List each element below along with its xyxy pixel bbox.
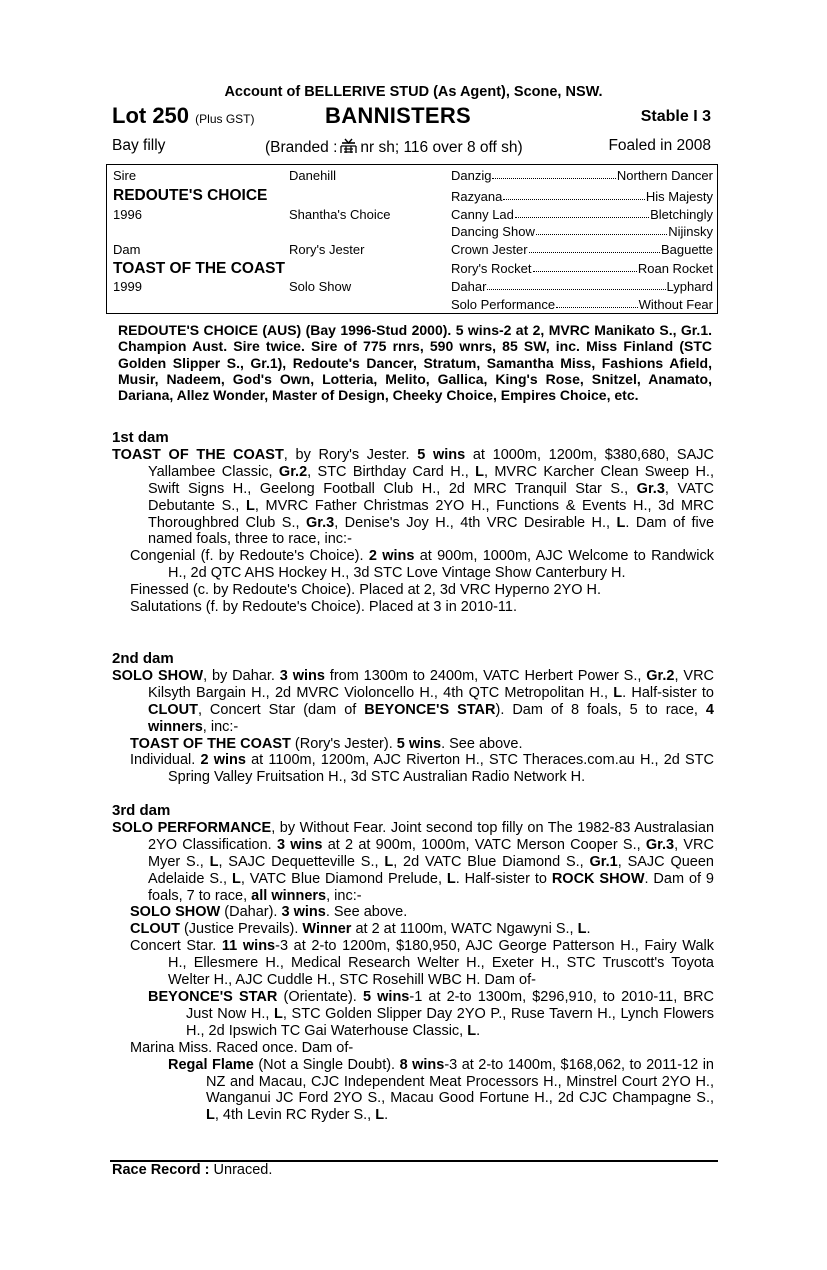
grandparent-left: Razyana bbox=[451, 189, 503, 204]
dam-year: 1999 bbox=[113, 279, 142, 294]
horse-name: BANNISTERS bbox=[325, 103, 472, 128]
stud-brand-icon bbox=[339, 137, 358, 155]
dam-name: TOAST OF THE COAST bbox=[113, 260, 285, 277]
grandparent-left: Canny Lad bbox=[451, 207, 514, 222]
progeny-entry: Marina Miss. Raced once. Dam of- bbox=[130, 1039, 354, 1056]
branded-prefix: (Branded : bbox=[265, 139, 338, 156]
grandparent-row bbox=[451, 189, 713, 204]
lot-number bbox=[112, 103, 255, 129]
progeny-entry: Congenial (f. by Redoute's Choice). 2 wins at 900m, 1000m, AJC Welcome to Randwick H., 2d QTC AHS Hockey H., 3d STC Love Vintage Show Canterbury H. bbox=[130, 548, 714, 582]
grandparent-row bbox=[451, 207, 713, 222]
grandparent-right: His Majesty bbox=[645, 189, 713, 204]
grandparent-left: Rory's Rocket bbox=[451, 261, 532, 276]
grandparent-left: Dahar bbox=[451, 279, 487, 294]
progeny-entry: CLOUT (Justice Prevails). Winner at 2 at 1100m, WATC Ngawyni S., L. bbox=[130, 921, 591, 938]
sire-dam: Shantha's Choice bbox=[289, 207, 391, 222]
grandparent-right: Lyphard bbox=[666, 279, 713, 294]
grandparent-right: Northern Dancer bbox=[616, 168, 713, 183]
grandparent-row bbox=[451, 224, 713, 239]
race-record-label: Race Record : bbox=[112, 1162, 210, 1178]
gst-note: (Plus GST) bbox=[195, 112, 255, 126]
progeny-entry: SOLO SHOW (Dahar). 3 wins. See above. bbox=[130, 904, 408, 921]
sire-summary: REDOUTE'S CHOICE (AUS) (Bay 1996-Stud 2000). 5 wins-2 at 2, MVRC Manikato S., Gr.1. Champion Aust. Sire twice. Sire of 775 rnrs, 590 wnrs, 85 SW, inc. Miss Finland (STC Golden Slipper S., Gr.1), Redoute's Dancer, Stratum, Samantha Miss, Fashions Afield, Musir, Nadeem, God's Own, Lotteria, Melito, Gallica, King's Rose, Snitzel, Anamato, Dariana, Allez Wonder, Master of Design, Cheeky Choice, Empires Choice, etc. bbox=[118, 322, 712, 404]
sire-name: REDOUTE'S CHOICE bbox=[113, 187, 268, 204]
second-dam-entry: SOLO SHOW, by Dahar. 3 wins from 1300m to 2400m, VATC Herbert Power S., Gr.2, VRC Kilsyth Bargain H., 2d MVRC Violoncello H., 4th QTC Metropolitan H., L. Half-sister to CLOUT, Concert Star (dam of BEYONCE'S STAR). Dam of 8 foals, 5 to race, 4 winners, inc:- bbox=[112, 667, 715, 735]
sex-colour: Bay filly bbox=[112, 137, 166, 154]
grandparent-row bbox=[451, 242, 713, 257]
sire-sire: Danehill bbox=[289, 168, 336, 183]
dam-dam: Solo Show bbox=[289, 279, 352, 294]
first-dam-entry: TOAST OF THE COAST, by Rory's Jester. 5 wins at 1000m, 1200m, $380,680, SAJC Yallambee Classic, Gr.2, STC Birthday Card H., L, MVRC Karcher Clean Sweep H., Swift Signs H., Geelong Football Club H., 2d MRC Tranquil Star S., Gr.3, VATC Debutante S., L, MVRC Father Christmas 2YO H., Functions & Events H., 3d MRC Thoroughbred Club S., Gr.3, Denise's Joy H., 4th VRC Desirable H., L. Dam of five named foals, three to race, inc:- bbox=[112, 446, 715, 548]
progeny-entry: Salutations (f. by Redoute's Choice). Placed at 3 in 2010-11. bbox=[130, 599, 517, 616]
foaling-year: Foaled in 2008 bbox=[608, 137, 711, 154]
grandparent-left: Dancing Show bbox=[451, 224, 535, 239]
grandparent-left: Solo Performance bbox=[451, 297, 556, 312]
branded-suffix: nr sh; 116 over 8 off sh) bbox=[360, 139, 523, 156]
grand-progeny-entry: BEYONCE'S STAR (Orientate). 5 wins-1 at 2-to 1300m, $296,910, to 2010-11, BRC Just Now H., L, STC Golden Slipper Day 2YO P., Ruse Tavern H., Lynch Flowers H., 2d Ipswich TC Gai Waterhouse Classic, L. bbox=[148, 988, 714, 1039]
grand-progeny-entry: Regal Flame (Not a Single Doubt). 8 wins-3 at 2-to 1400m, $168,062, to 2011-12 in NZ and Macau, CJC Independent Meat Processors H., Minstrel Court 2YO H., Wanganui JC Ford 2YO S., Macau Good Fortune H., 2d CJC Champagne S., L, 4th Levin RC Ryder S., L. bbox=[168, 1056, 714, 1124]
second-dam-heading: 2nd dam bbox=[112, 650, 174, 667]
second-dam-section bbox=[112, 651, 714, 786]
progeny-entry: Finessed (c. by Redoute's Choice). Placed at 2, 3d VRC Hyperno 2YO H. bbox=[130, 582, 602, 599]
pedigree-table bbox=[106, 164, 718, 314]
grandparent-right: Baguette bbox=[660, 242, 713, 257]
first-dam-heading: 1st dam bbox=[112, 429, 169, 446]
lot-label: Lot 250 bbox=[112, 103, 190, 128]
third-dam-entry: SOLO PERFORMANCE, by Without Fear. Joint second top filly on The 1982-83 Australasian 2YO Classification. 3 wins at 2 at 900m, 1000m, VATC Merson Cooper S., Gr.3, VRC Myer S., L, SAJC Dequetteville S., L, 2d VATC Blue Diamond S., Gr.1, SAJC Queen Adelaide S., L, VATC Blue Diamond Prelude, L. Half-sister to ROCK SHOW. Dam of 9 foals, 7 to race, all winners, inc:- bbox=[112, 819, 715, 904]
grandparent-row bbox=[451, 168, 713, 183]
third-dam-section bbox=[112, 803, 714, 1124]
sire-label: Sire bbox=[113, 168, 137, 183]
race-record bbox=[112, 1162, 272, 1178]
first-dam-section bbox=[112, 430, 714, 616]
grandparent-right: Bletchingly bbox=[650, 207, 713, 222]
third-dam-heading: 3rd dam bbox=[112, 802, 171, 819]
dam-sire: Rory's Jester bbox=[289, 242, 365, 257]
grandparent-row bbox=[451, 297, 713, 312]
grandparent-left: Crown Jester bbox=[451, 242, 528, 257]
grandparent-row bbox=[451, 279, 713, 294]
grandparent-left: Danzig bbox=[451, 168, 492, 183]
progeny-entry: Concert Star. 11 wins-3 at 2-to 1200m, $180,950, AJC George Patterson H., Fairy Walk H., Ellesmere H., Medical Research Welter H., Exeter H., STC Truscott's Toyota Welter H., AJC Cuddle H., STC Rosehill WBC H. Dam of- bbox=[130, 938, 714, 989]
brand-description bbox=[265, 137, 523, 157]
grandparent-right: Without Fear bbox=[638, 297, 713, 312]
grandparent-row bbox=[451, 261, 713, 276]
grandparent-right: Nijinsky bbox=[668, 224, 713, 239]
sire-year: 1996 bbox=[113, 207, 142, 222]
progeny-entry: TOAST OF THE COAST (Rory's Jester). 5 wins. See above. bbox=[130, 735, 523, 752]
dam-label: Dam bbox=[113, 242, 141, 257]
grandparent-right: Roan Rocket bbox=[637, 261, 713, 276]
stable-location: Stable I 3 bbox=[640, 108, 711, 125]
progeny-entry: Individual. 2 wins at 1100m, 1200m, AJC Riverton H., STC Theraces.com.au H., 2d STC Spring Valley Fruitsation H., 3d STC Australian Radio Network H. bbox=[130, 752, 715, 786]
vendor-account: Account of BELLERIVE STUD (As Agent), Scone, NSW. bbox=[224, 84, 603, 100]
race-record-value: Unraced. bbox=[209, 1162, 273, 1178]
